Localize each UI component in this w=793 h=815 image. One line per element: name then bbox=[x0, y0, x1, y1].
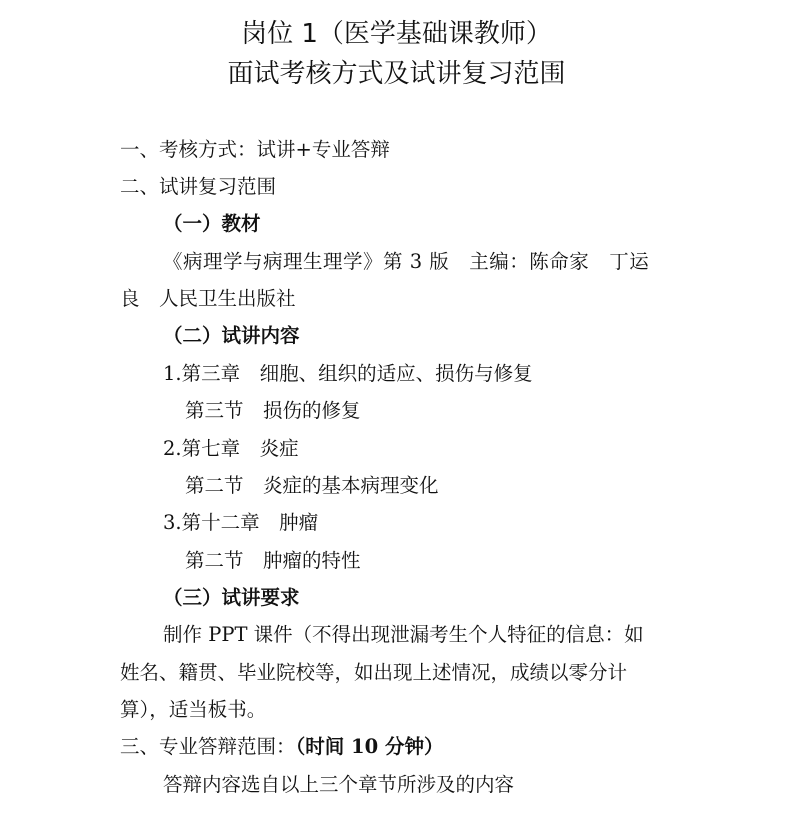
part1-heading: （一）教材 bbox=[163, 212, 261, 235]
section3-time: （时间 10 分钟） bbox=[295, 735, 444, 758]
lecture-item-2-section: 第二节 炎症的基本病理变化 bbox=[185, 474, 439, 497]
section3-text: 答辩内容选自以上三个章节所涉及的内容 bbox=[163, 773, 515, 796]
lecture-item-3-chapter: 3.第十二章 肿瘤 bbox=[163, 511, 319, 534]
textbook-line1: 《病理学与病理生理学》第 3 版 主编：陈命家 丁运 bbox=[163, 250, 650, 273]
requirement-line3: 算），适当板书。 bbox=[120, 698, 267, 721]
document-title-line1: 岗位 1（医学基础课教师） bbox=[241, 19, 552, 49]
section1-text: 试讲+专业答辩 bbox=[256, 138, 390, 161]
section1-heading bbox=[120, 137, 390, 163]
lecture-item-2-chapter: 2.第七章 炎症 bbox=[163, 437, 299, 460]
section1-label: 一、考核方式： bbox=[120, 138, 257, 161]
lecture-item-1-section: 第三节 损伤的修复 bbox=[185, 399, 361, 422]
textbook-line2: 良 人民卫生出版社 bbox=[120, 287, 296, 310]
requirement-line1: 制作 PPT 课件（不得出现泄漏考生个人特征的信息：如 bbox=[163, 623, 644, 646]
part3-heading: （三）试讲要求 bbox=[163, 586, 300, 609]
part2-heading: （二）试讲内容 bbox=[163, 324, 300, 347]
section2-heading: 二、试讲复习范围 bbox=[120, 175, 277, 198]
lecture-item-3-section: 第二节 肿瘤的特性 bbox=[185, 549, 361, 572]
requirement-line2: 姓名、籍贯、毕业院校等，如出现上述情况，成绩以零分计 bbox=[120, 661, 628, 684]
section3-heading bbox=[120, 734, 443, 760]
section3-label: 三、专业答辩范围： bbox=[120, 735, 296, 758]
document-title-line2: 面试考核方式及试讲复习范围 bbox=[227, 59, 566, 89]
lecture-item-1-chapter: 1.第三章 细胞、组织的适应、损伤与修复 bbox=[163, 362, 533, 385]
